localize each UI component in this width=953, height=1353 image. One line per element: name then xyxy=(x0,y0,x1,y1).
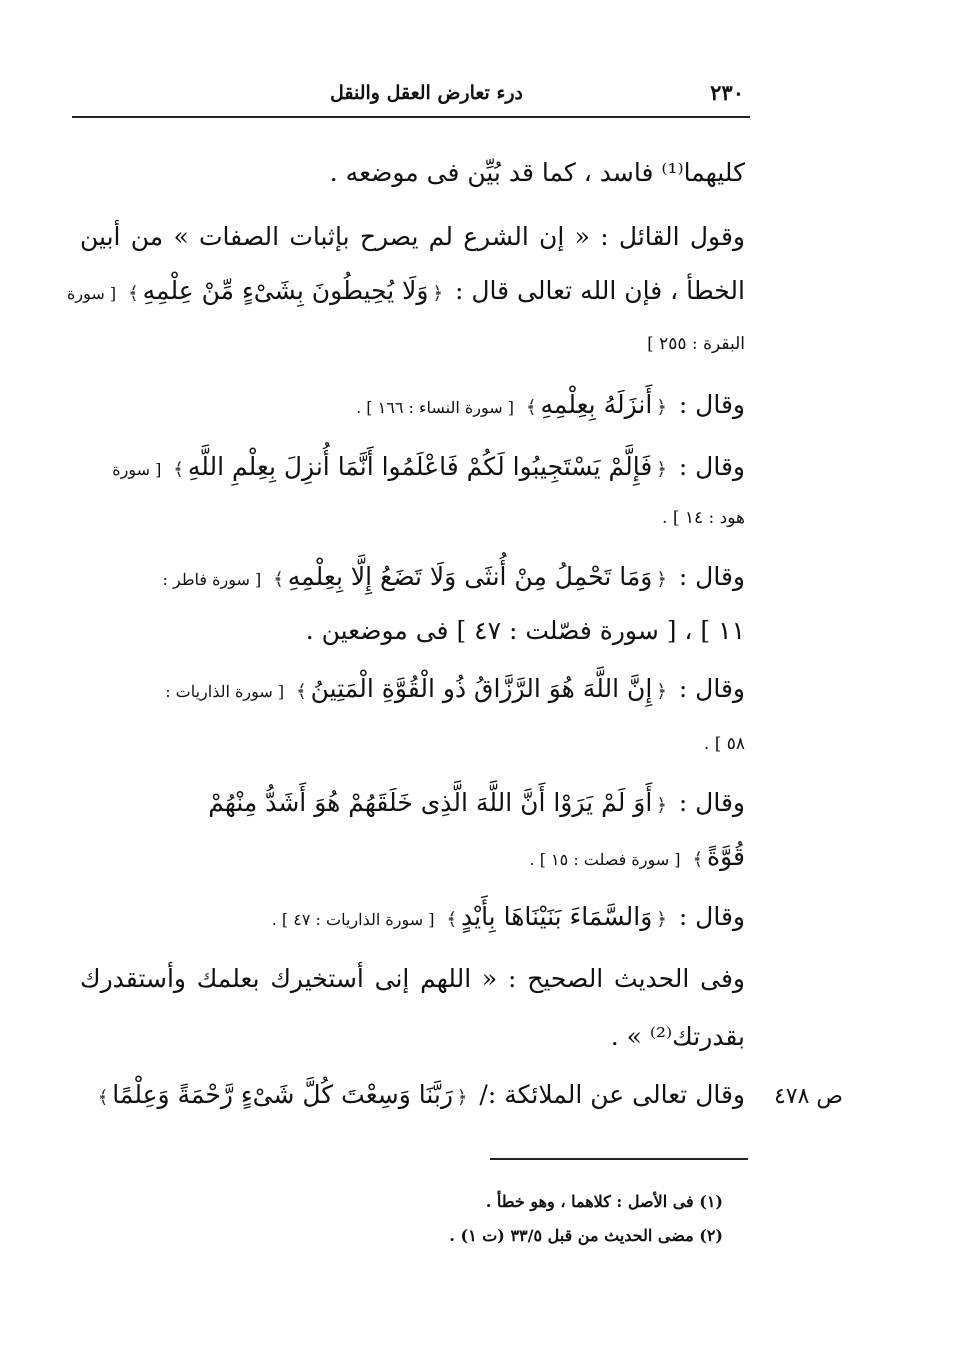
footnote-2: (٢) مضى الحديث من قبل ٣٣/٥ (ت ١) . xyxy=(449,1226,723,1245)
text-line-9: ١١ ] ، [ سورة فصّلت : ٤٧ ] فى موضعين . xyxy=(305,616,745,645)
page-header xyxy=(72,76,750,118)
text-segment: وقال تعالى عن الملائكة :/ xyxy=(479,1080,745,1109)
text-line-13 xyxy=(80,842,745,871)
quran-ornament-close: ﴾ xyxy=(692,849,704,870)
quran-ornament-close: ﴾ xyxy=(97,1087,109,1108)
quran-ornament-close: ﴾ xyxy=(273,569,284,590)
margin-page-reference: ص ٤٧٨ xyxy=(773,1084,843,1109)
quran-ornament-open: ﴿ xyxy=(656,569,667,590)
verse-reference: [ سورة النساء : ١٦٦ ] . xyxy=(356,398,514,417)
text-line-10 xyxy=(80,674,745,703)
text-line-12 xyxy=(80,788,745,817)
verse-reference: [ سورة xyxy=(67,284,117,303)
text-segment: وقال : xyxy=(678,788,745,817)
text-line-17 xyxy=(80,1080,745,1109)
quran-ornament-open: ﴿ xyxy=(656,909,667,930)
verse-reference: [ سورة الذاريات : ٤٧ ] . xyxy=(271,910,435,929)
text-segment: وقال : xyxy=(678,452,745,481)
quran-verse: أَنزَلَهُ بِعِلْمِهِ xyxy=(540,390,653,419)
text-line-6 xyxy=(80,452,745,481)
verse-reference: [ سورة xyxy=(112,460,162,479)
quran-verse: وَالسَّمَاءَ بَنَيْنَاهَا بِأَيْدٍ xyxy=(460,902,653,931)
quran-ornament-close: ﴾ xyxy=(296,681,307,702)
text-line-14 xyxy=(80,902,745,931)
text-line-2: وقول القائل : « إن الشرع لم يصرح بإثبات الصفات » من أبين xyxy=(80,222,745,251)
text-segment: وقال : xyxy=(678,562,745,591)
verse-reference: [ سورة فاطر : xyxy=(162,570,262,589)
quran-verse: أَوَ لَمْ يَرَوْا أَنَّ اللَّهَ الَّذِى خَلَقَهُمْ هُوَ أَشَدُّ مِنْهُمْ xyxy=(208,788,653,817)
quran-ornament-open: ﴿ xyxy=(656,459,667,480)
text-line-8 xyxy=(80,562,745,591)
text-line-3 xyxy=(67,276,745,305)
quran-ornament-open: ﴿ xyxy=(656,681,667,702)
quran-verse: إِنَّ اللَّهَ هُوَ الرَّزَّاقُ ذُو الْقُوَّةِ الْمَتِينُ xyxy=(310,674,653,703)
text-line-11: ٥٨ ] . xyxy=(703,734,745,754)
page-number: ٢٣٠ xyxy=(710,80,744,105)
quran-ornament-close: ﴾ xyxy=(446,909,457,930)
quran-verse: فَإِلَّمْ يَسْتَجِيبُوا لَكُمْ فَاعْلَمُوا أَنَّمَا أُنزِلَ بِعِلْمِ اللَّهِ xyxy=(187,452,653,481)
quran-ornament-open: ﴿ xyxy=(432,283,444,304)
verse-reference: [ سورة الذاريات : xyxy=(165,682,285,701)
quran-ornament-close: ﴾ xyxy=(128,283,139,304)
quran-verse: قُوَّةً xyxy=(707,842,745,871)
text-line-7: هود : ١٤ ] . xyxy=(662,508,745,528)
quran-ornament-close: ﴾ xyxy=(173,459,184,480)
quran-verse: رَبَّنَا وَسِعْتَ كُلَّ شَىْءٍ رَّحْمَةً وَعِلْمًا xyxy=(112,1080,453,1109)
text-line-15: وفى الحديث الصحيح : « اللهم إنى أستخيرك بعلمك وأستقدرك xyxy=(80,964,745,993)
footnote-separator xyxy=(490,1158,748,1160)
text-segment: وقال : xyxy=(678,390,745,419)
text-line-1: كليهما⁽¹⁾ فاسد ، كما قد بُيِّن فى موضعه . xyxy=(329,158,745,187)
text-line-4: البقرة : ٢٥٥ ] xyxy=(647,334,745,354)
running-title: درء تعارض العقل والنقل xyxy=(330,82,524,104)
quran-verse: وَمَا تَحْمِلُ مِنْ أُنثَى وَلَا تَضَعُ إِلَّا بِعِلْمِهِ xyxy=(287,562,653,591)
verse-reference: [ سورة فصلت : ١٥ ] . xyxy=(529,850,681,869)
text-segment: وقال : xyxy=(678,902,745,931)
quran-ornament-open: ﴿ xyxy=(656,795,667,816)
text-segment: وقال : xyxy=(678,674,745,703)
text-line-16: بقدرتك⁽²⁾ » . xyxy=(610,1022,745,1051)
text-line-5 xyxy=(80,390,745,419)
footnote-1: (١) فى الأصل : كلاهما ، وهو خطأ . xyxy=(485,1192,723,1211)
quran-ornament-open: ﴿ xyxy=(656,397,667,418)
quran-verse: وَلَا يُحِيطُونَ بِشَىْءٍ مِّنْ عِلْمِهِ xyxy=(142,276,429,305)
text-segment: الخطأ ، فإن الله تعالى قال : xyxy=(455,276,745,305)
quran-ornament-open: ﴿ xyxy=(456,1087,468,1108)
quran-ornament-close: ﴾ xyxy=(525,397,537,418)
